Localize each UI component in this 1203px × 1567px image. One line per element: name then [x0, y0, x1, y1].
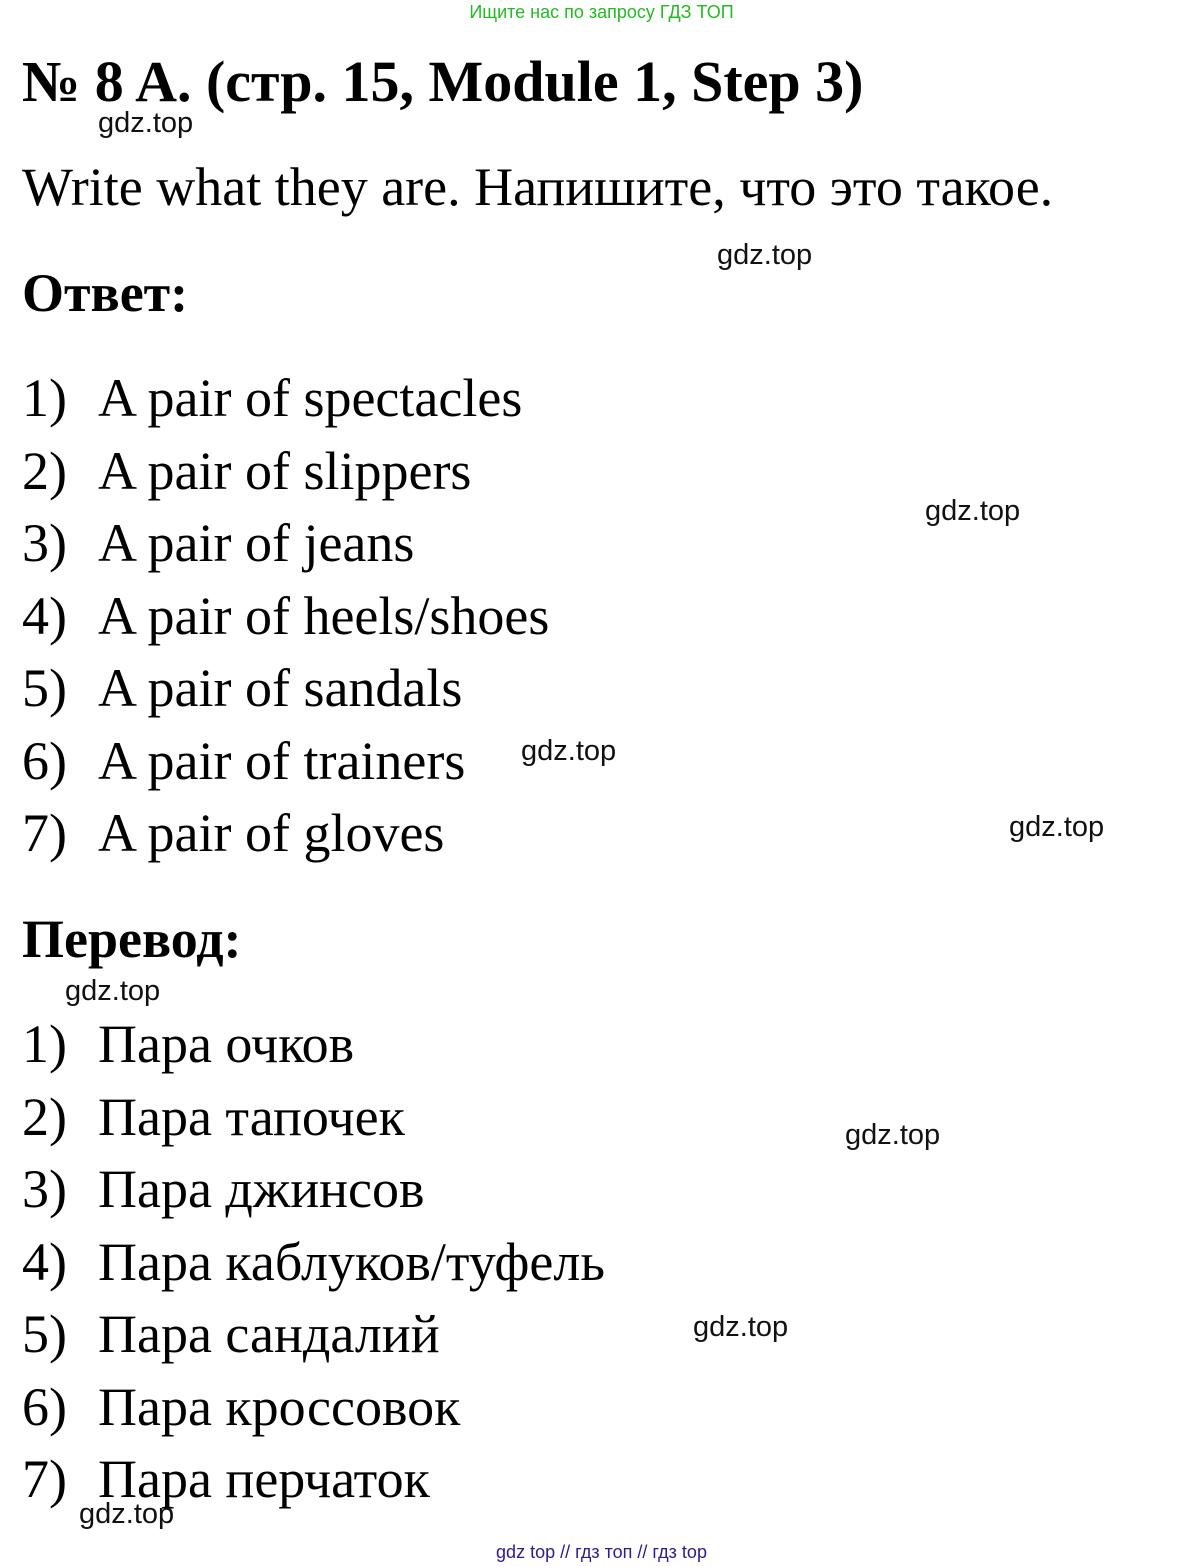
item-text: A pair of trainers	[98, 730, 466, 791]
item-number: 4)	[22, 1231, 67, 1292]
watermark: gdz.top	[925, 495, 1021, 527]
answer-item	[22, 580, 549, 653]
item-text: A pair of heels/shoes	[98, 585, 550, 646]
item-text: Пара перчаток	[98, 1449, 430, 1509]
answer-item	[22, 797, 549, 870]
item-text: Пара джинсов	[98, 1159, 425, 1219]
item-number: 6)	[22, 1376, 67, 1437]
translation-item	[22, 1371, 605, 1444]
answer-list	[22, 362, 549, 870]
watermark: gdz.top	[98, 107, 194, 139]
translation-list	[22, 1008, 605, 1516]
item-number: 5)	[22, 1304, 67, 1364]
watermark: gdz.top	[845, 1119, 941, 1151]
item-text: A pair of spectacles	[98, 368, 523, 428]
answer-heading: Ответ:	[22, 263, 189, 323]
page-title: № 8 A. (стр. 15, Module 1, Step 3)	[22, 49, 864, 114]
watermark: gdz.top	[79, 1498, 175, 1530]
item-number: 3)	[22, 513, 67, 573]
item-number: 4)	[22, 585, 67, 646]
translation-item	[22, 1153, 605, 1226]
item-text: A pair of gloves	[98, 803, 445, 863]
item-number: 5)	[22, 658, 67, 718]
item-text: A pair of sandals	[98, 658, 463, 718]
answer-item	[22, 652, 549, 725]
item-number: 7)	[22, 803, 67, 863]
watermark: gdz.top	[693, 1311, 789, 1343]
item-text: Пара очков	[98, 1014, 355, 1074]
translation-item	[22, 1226, 605, 1299]
item-number: 2)	[22, 440, 67, 501]
answer-item	[22, 725, 549, 798]
top-banner: Ищите нас по запросу ГДЗ ТОП	[469, 2, 734, 22]
item-number: 3)	[22, 1159, 67, 1219]
item-text: A pair of slippers	[98, 440, 472, 501]
answer-item	[22, 435, 549, 508]
translation-item	[22, 1298, 605, 1371]
footer: gdz top // гдз топ // гдз top	[496, 1542, 707, 1562]
watermark: gdz.top	[717, 239, 813, 271]
item-number: 6)	[22, 730, 67, 791]
item-text: Пара кроссовок	[98, 1376, 461, 1437]
translation-heading: Перевод:	[22, 909, 242, 969]
watermark: gdz.top	[65, 975, 161, 1007]
item-text: Пара сандалий	[98, 1304, 440, 1364]
item-text: Пара каблуков/туфель	[98, 1231, 605, 1292]
answer-item	[22, 507, 549, 580]
item-number: 2)	[22, 1086, 67, 1147]
watermark: gdz.top	[521, 735, 617, 767]
watermark: gdz.top	[1009, 811, 1105, 843]
item-text: Пара тапочек	[98, 1086, 405, 1147]
task-instruction: Write what they are. Напишите, что это такое.	[22, 157, 1054, 217]
item-number: 1)	[22, 1014, 67, 1074]
item-number: 1)	[22, 368, 67, 428]
translation-item	[22, 1081, 605, 1154]
translation-item	[22, 1008, 605, 1081]
answer-item	[22, 362, 549, 435]
item-text: A pair of jeans	[98, 513, 415, 573]
item-number: 7)	[22, 1449, 67, 1509]
